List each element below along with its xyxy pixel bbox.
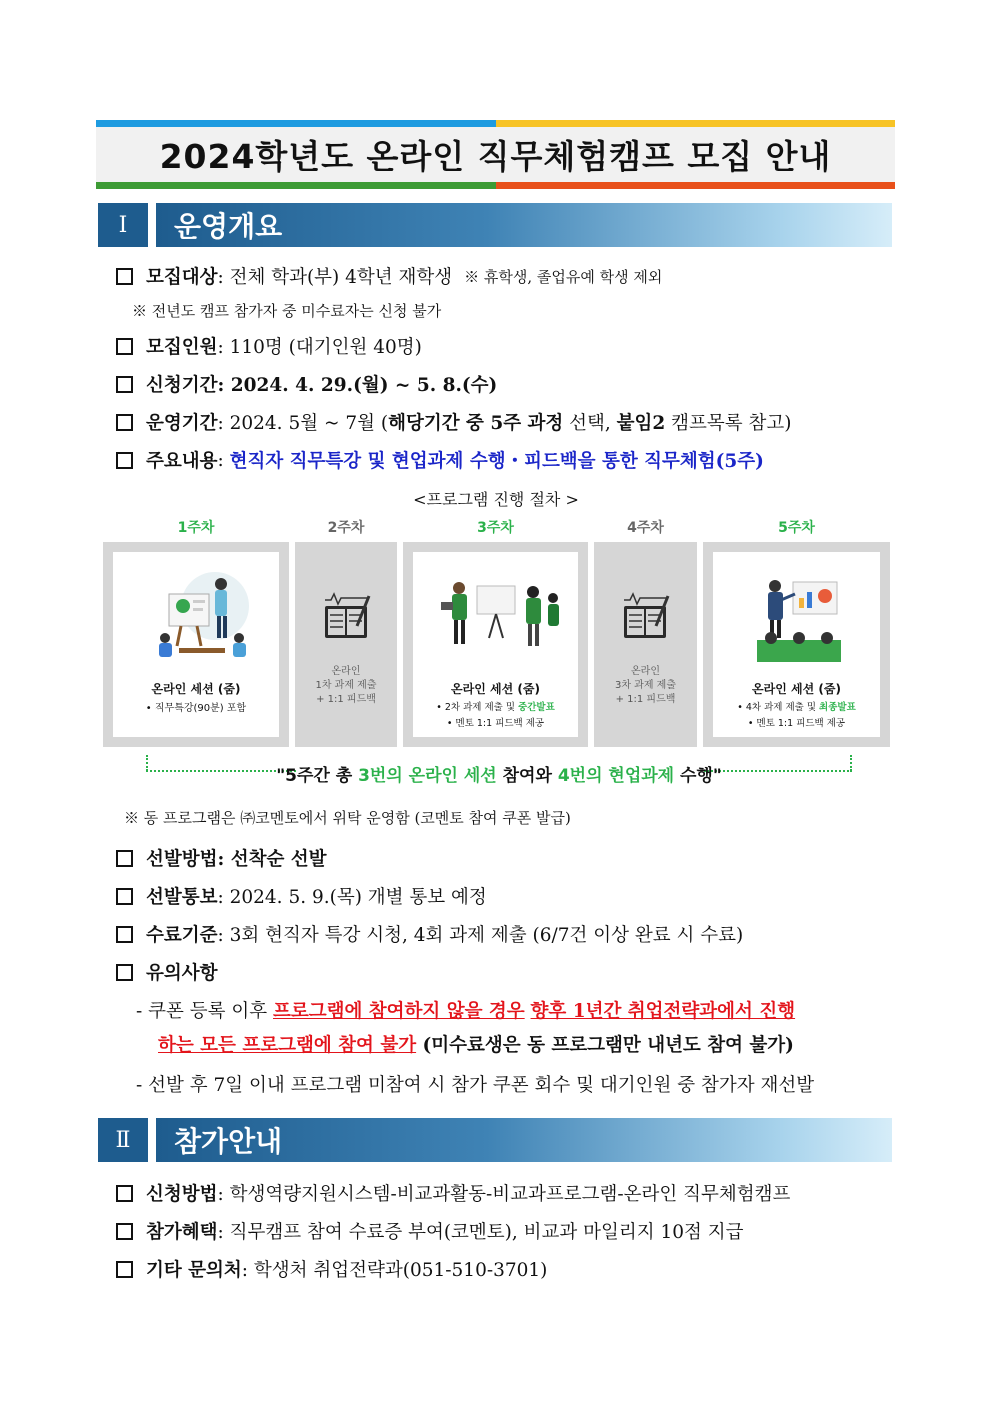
caution-line-3: - 선발 후 7일 이내 프로그램 미참여 시 참가 쿠폰 회수 및 대기인원 중 참가자 재선발 xyxy=(136,1075,815,1096)
checkbox-icon xyxy=(116,926,133,943)
card5-line1a: • 4차 과제 제출 및 xyxy=(737,702,820,713)
row-content xyxy=(116,447,764,473)
caution1d: 향후 1년간 취업전략과에서 진행 xyxy=(530,1001,796,1022)
contact-label: 기타 문의처 xyxy=(146,1260,242,1281)
row-benefit xyxy=(116,1218,744,1244)
card2-line3: + 1:1 피드백 xyxy=(316,694,376,705)
week-4-card xyxy=(594,542,697,747)
checkbox-icon xyxy=(116,414,133,431)
card4-line2: 3차 과제 제출 xyxy=(614,680,677,691)
method-value: : 선착순 선발 xyxy=(217,849,327,870)
section-number: Ⅰ xyxy=(98,203,148,247)
run-value-1: : 2024. 5월 ~ 7월 ( xyxy=(217,413,389,434)
week-1-label: 1주차 xyxy=(177,520,215,536)
row-how xyxy=(116,1180,790,1206)
week-2-label: 2주차 xyxy=(327,520,365,536)
summary-d: 4번의 현업과제 xyxy=(557,766,675,786)
program-note: ※ 동 프로그램은 ㈜코멘토에서 위탁 운영함 (코멘토 참여 쿠폰 발급) xyxy=(124,809,571,827)
run-value-3: 선택, xyxy=(563,413,617,434)
section-header-1 xyxy=(98,203,892,247)
row-people xyxy=(116,333,422,359)
content-label: 주요내용 xyxy=(146,451,218,472)
week-3-label: 3주차 xyxy=(477,520,514,536)
card2-line1: 온라인 xyxy=(331,666,361,677)
content-value: 현직자 직무특강 및 현업과제 수행・피드백을 통한 직무체험(5주) xyxy=(229,451,764,472)
checkbox-icon xyxy=(116,1261,133,1278)
row-apply xyxy=(116,371,497,397)
card3-line2: • 멘토 1:1 피드백 제공 xyxy=(446,718,545,729)
checkbox-icon xyxy=(116,268,133,285)
target-note: ※ 휴학생, 졸업유예 학생 제외 xyxy=(464,267,663,286)
row-method xyxy=(116,845,327,871)
notice-label: 선발통보 xyxy=(146,887,218,908)
bottom-bar-green xyxy=(96,182,496,189)
week-5-label: 5주차 xyxy=(778,520,815,536)
lecture-illustration-icon xyxy=(143,566,253,666)
section-number: Ⅱ xyxy=(98,1118,148,1162)
people-label: 모집인원 xyxy=(146,337,218,358)
content-colon: : xyxy=(217,449,230,471)
row-contact xyxy=(116,1256,547,1282)
method-label: 선발방법 xyxy=(146,849,218,870)
checkbox-icon xyxy=(116,888,133,905)
summary-b: 3번의 온라인 세션 xyxy=(358,766,497,786)
target-note-2: ※ 전년도 캠프 참가자 중 미수료자는 신청 불가 xyxy=(132,302,442,320)
top-bar-yellow xyxy=(496,120,895,127)
apply-label: 신청기간 xyxy=(146,375,218,396)
run-value-2: 해당기간 중 5주 과정 xyxy=(388,413,564,434)
week-1-card xyxy=(103,542,289,747)
final-presentation-icon xyxy=(749,568,849,668)
card5-title: 온라인 세션 (줌) xyxy=(752,682,841,696)
card1-title: 온라인 세션 (줌) xyxy=(151,682,241,696)
contact-value: : 학생처 취업전략과(051-510-3701) xyxy=(241,1260,548,1281)
team-presentation-icon xyxy=(435,568,560,668)
checkbox-icon xyxy=(116,452,133,469)
checkbox-icon xyxy=(116,1185,133,1202)
section-title: 운영개요 xyxy=(174,210,283,243)
card4-line1: 온라인 xyxy=(631,666,660,677)
card3-line1a: • 2차 과제 제출 및 xyxy=(436,702,519,713)
summary-a: "5주간 총 xyxy=(276,766,359,786)
row-run xyxy=(116,409,792,435)
checkbox-icon xyxy=(116,850,133,867)
page-title: 2024학년도 온라인 직무체험캠프 모집 안내 xyxy=(159,137,832,176)
caution1e: 하는 모든 프로그램에 참여 불가 xyxy=(158,1035,417,1056)
section-header-2 xyxy=(98,1118,892,1162)
card5-line2: • 멘토 1:1 피드백 제공 xyxy=(747,718,846,729)
summary-c: 참여와 xyxy=(496,766,558,786)
card4-line3: + 1:1 피드백 xyxy=(615,694,676,705)
how-label: 신청방법 xyxy=(146,1184,218,1205)
section-title: 참가안내 xyxy=(174,1125,283,1158)
caution1a: - 쿠폰 등록 이후 xyxy=(136,1001,273,1022)
summary-text xyxy=(146,761,852,786)
row-notice xyxy=(116,883,487,909)
card3-title: 온라인 세션 (줌) xyxy=(451,682,540,696)
card2-line2: 1차 과제 제출 xyxy=(315,680,377,691)
assignment-book-icon xyxy=(620,590,672,642)
assignment-book-icon xyxy=(321,590,373,642)
card5-line1 xyxy=(713,699,880,713)
caution-line-1 xyxy=(136,997,795,1023)
apply-value: : 2024. 4. 29.(월) ~ 5. 8.(수) xyxy=(217,375,498,396)
caution1f: (미수료생은 동 프로그램만 내년도 참여 불가) xyxy=(416,1035,794,1056)
run-value-4: 붙임2 xyxy=(616,413,666,434)
checkbox-icon xyxy=(116,338,133,355)
summary-e: 수행" xyxy=(674,766,722,786)
criteria-label: 수료기준 xyxy=(146,925,218,946)
week-3-card xyxy=(403,542,588,747)
caution1b: 프로그램에 참여하지 않을 경우 xyxy=(273,1001,525,1022)
run-value-5: 캠프목록 참고) xyxy=(665,413,792,434)
benefit-value: : 직무캠프 참여 수료증 부여(코멘토), 비교과 마일리지 10점 지급 xyxy=(217,1222,744,1243)
checkbox-icon xyxy=(116,1223,133,1240)
row-caution xyxy=(116,959,217,985)
card3-line1b: 중간발표 xyxy=(518,702,555,713)
week-2-card xyxy=(295,542,397,747)
bottom-bar-orange xyxy=(496,182,895,189)
row-target xyxy=(116,263,662,289)
how-value: : 학생역량지원시스템-비교과활동-비교과프로그램-온라인 직무체험캠프 xyxy=(217,1184,791,1205)
target-value: : 전체 학과(부) 4학년 재학생 xyxy=(217,267,453,288)
benefit-label: 참가혜택 xyxy=(146,1222,218,1243)
checkbox-icon xyxy=(116,376,133,393)
card1-line1: • 직무특강(90분) 포함 xyxy=(145,703,247,714)
program-caption: <프로그램 진행 절차 > xyxy=(413,490,579,509)
target-label: 모집대상 xyxy=(146,267,218,288)
card3-line1 xyxy=(413,699,578,713)
people-value: : 110명 (대기인원 40명) xyxy=(217,337,422,358)
caution-line-2 xyxy=(158,1031,794,1057)
title-box xyxy=(96,127,895,182)
notice-value: : 2024. 5. 9.(목) 개별 통보 예정 xyxy=(217,887,487,908)
run-label: 운영기간 xyxy=(146,413,218,434)
week-5-card xyxy=(703,542,890,747)
criteria-value: : 3회 현직자 특강 시청, 4회 과제 제출 (6/7건 이상 완료 시 수료) xyxy=(217,925,744,946)
checkbox-icon xyxy=(116,964,133,981)
caution-label: 유의사항 xyxy=(146,963,218,984)
week-4-label: 4주차 xyxy=(627,520,664,536)
row-criteria xyxy=(116,921,743,947)
top-bar-blue xyxy=(96,120,496,127)
program-summary xyxy=(146,755,852,786)
card5-line1b: 최종발표 xyxy=(819,702,856,713)
title-banner xyxy=(96,120,895,189)
